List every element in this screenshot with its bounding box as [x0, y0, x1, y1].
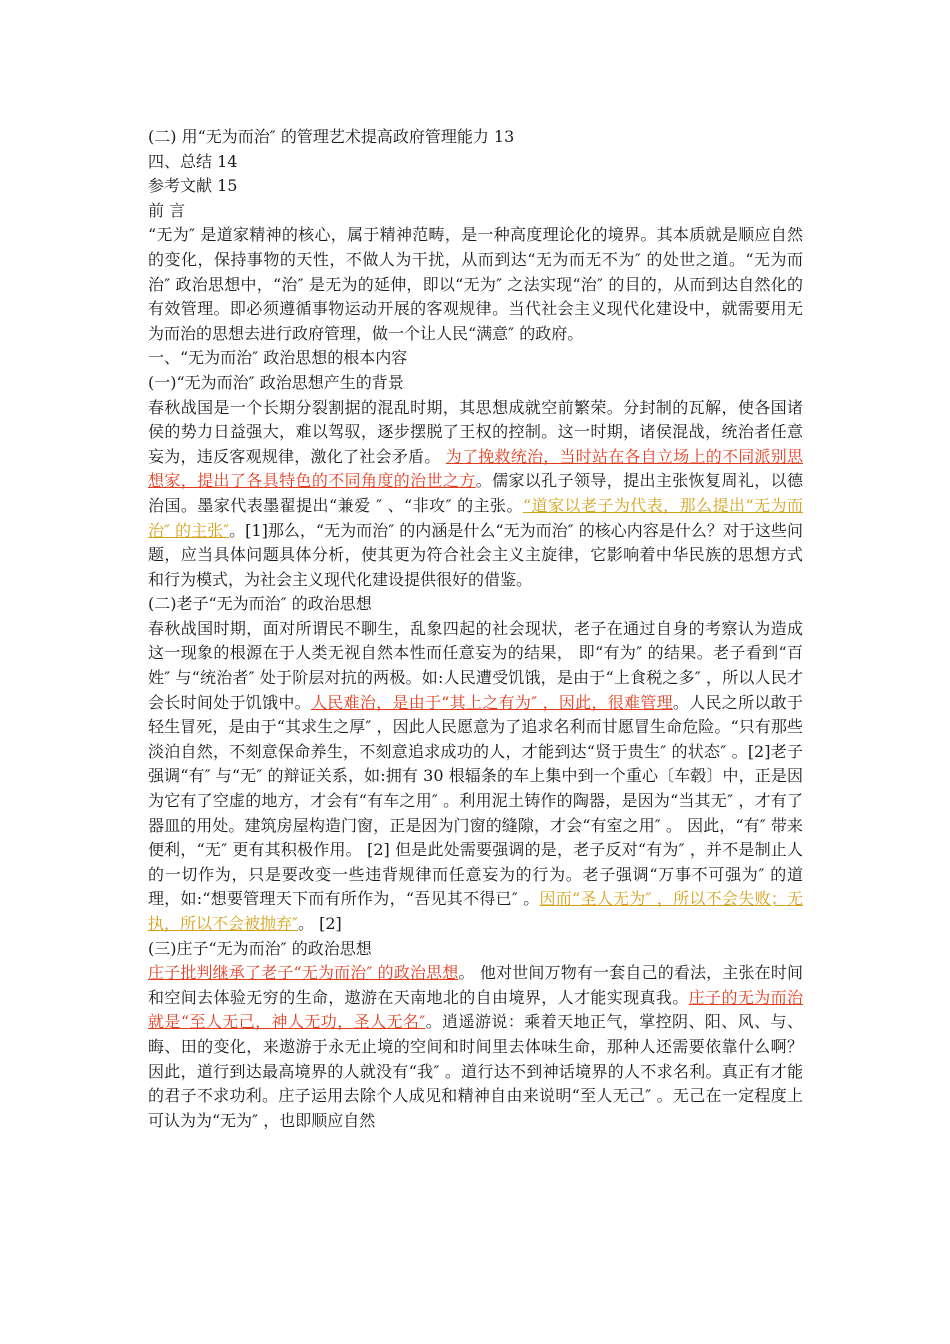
text: 。儒家以孔子领导，提出主张恢复周礼，以德治国。墨家代表墨翟提出“兼爱 ″ 、“非攻″ 的主张。	[148, 471, 803, 515]
subsection-2-paragraph	[148, 617, 803, 937]
text: 。人民之所以敢于轻生冒死，是由于“其求生之厚″ ，因此人民愿意为了追求名利而甘愿冒生命危险。“只有那些淡泊自然，不刻意保命养生，不刻意追求成功的人，才能到达“贤于贵生″ 的状态″ 。[2]老子强调“有″ 与“无″ 的辩证关系，如:拥有 30 根辐条的车上集中到一个重心〔车毂〕中，正是因为它有了空虚的地方，才会有“有车之用″ 。利用泥土铸作的陶器，是因为“当其无″ ，才有了器皿的用处。建筑房屋构造门窗，正是因为门窗的缝隙，才会“有室之用″ 。 因此，“有″ 带来便利，“无″ 更有其积极作用。 [2] 但是此处需要强调的是，老子反对“有为″ ，并不是制止人的一切作为，只是要改变一些违背规律而任意妄为的行为。老子强调“万事不可强为″ 的道理，如:“想要管理天下而有所作为，“吾见其不得已″ 。	[148, 692, 803, 909]
highlight-red: 为了挽救统治，当时站在各自立场上的不同派别思想家，提出了各具特色的不同角度的治世之方	[148, 446, 803, 491]
highlight-red: 庄子批判继承了老子“无为而治″ 的政治思想	[148, 963, 459, 983]
text: 。逍遥游说：乘着天地正气，掌控阴、阳、风、与、晦、田的变化，来遨游于永无止境的空间和时间里去体味生命，那种人还需要依靠什么啊？因此，道行到达最高境界的人就没有“我″ 。道行达不到神话境界的人不求名利。真正有才能的君子不求功利。庄子运用去除个人成见和精神自由来说明“至人无己″ 。无己在一定程度上可认为为“无为″ ，也即顺应自然	[148, 1012, 803, 1130]
subsection-3-title: (三)庄子“无为而治″ 的政治思想	[148, 938, 372, 958]
subsection-2-title: (二)老子“无为而治″ 的政治思想	[148, 594, 372, 614]
highlight-red: 人民难治，是由于“其上之有为″ ，因此，很难管理	[310, 692, 673, 712]
highlight-gold: 因而“圣人无为″ ，所以不会失败；无执，所以不会被抛弃″	[148, 889, 803, 933]
toc-entry: 参考文献 15	[148, 176, 238, 196]
preface-paragraph: “无为″ 是道家精神的核心，属于精神范畴，是一种高度理论化的境界。其本质就是顺应自然的变化，保持事物的天性，不做人为干扰，从而到达“无为而无不为″ 的处世之道。“无为而治″ 政治思想中，“治″ 是无为的延伸，即以“无为″ 之法实现“治″ 的目的，从而到达自然化的有效管理。即必须遵循事物运动开展的客观规律。当代社会主义现代化建设中，就需要用无为而治的思想去进行政府管理，做一个让人民“满意″ 的政府。	[148, 225, 803, 343]
text: 。 他对世间万物有一套自己的看法，主张在时间和空间去体验无穷的生命，遨游在天南地北的自由境界，人才能实现真我。	[148, 963, 803, 1007]
highlight-red: 庄子的无为而治就是“至人无己，神人无功，圣人无名″	[148, 987, 803, 1032]
text: 春秋战国时期，面对所谓民不聊生，乱象四起的社会现状，老子在通过自身的考察认为造成这一现象的根源在于人类无视自然本性而任意妄为的结果， 即“有为″ 的结果。老子看到“百姓″ 与“统治者″ 处于阶层对抗的两极。如:人民遭受饥饿，是由于“上食税之多″ ，所以人民才会长时间处于饥饿中。	[148, 618, 803, 712]
toc-entry: (二) 用“无为而治″ 的管理艺术提高政府管理能力 13	[148, 127, 515, 146]
text: 。[1]那么，“无为而治″ 的内涵是什么“无为而治″ 的核心内容是什么？对于这些问题，应当具体问题具体分析，使其更为符合社会主义主旋律，它影响着中华民族的思想方式和行为模式，为社会主义现代化建设提供很好的借鉴。	[148, 520, 803, 589]
subsection-1-title: (一)“无为而治″ 政治思想产生的背景	[148, 372, 404, 392]
text: 春秋战国是一个长期分裂割据的混乱时期，其思想成就空前繁荣。分封制的瓦解，使各国诸侯的势力日益强大，难以驾驭，逐步摆脱了王权的控制。这一时期，诸侯混战，统治者任意妄为，违反客观规律，激化了社会矛盾。	[148, 397, 803, 466]
text: 。 [2]	[297, 914, 342, 933]
highlight-gold: “道家以老子为代表，那么提出“无为而治″ 的主张″	[148, 495, 803, 540]
subsection-3-paragraph	[148, 961, 803, 1133]
document-page	[148, 125, 803, 1133]
toc-entry: 四、总结 14	[148, 151, 238, 171]
section-1-title: 一、“无为而治″ 政治思想的根本内容	[148, 348, 408, 368]
preface-title: 前 言	[148, 200, 186, 220]
subsection-1-paragraph	[148, 396, 803, 593]
